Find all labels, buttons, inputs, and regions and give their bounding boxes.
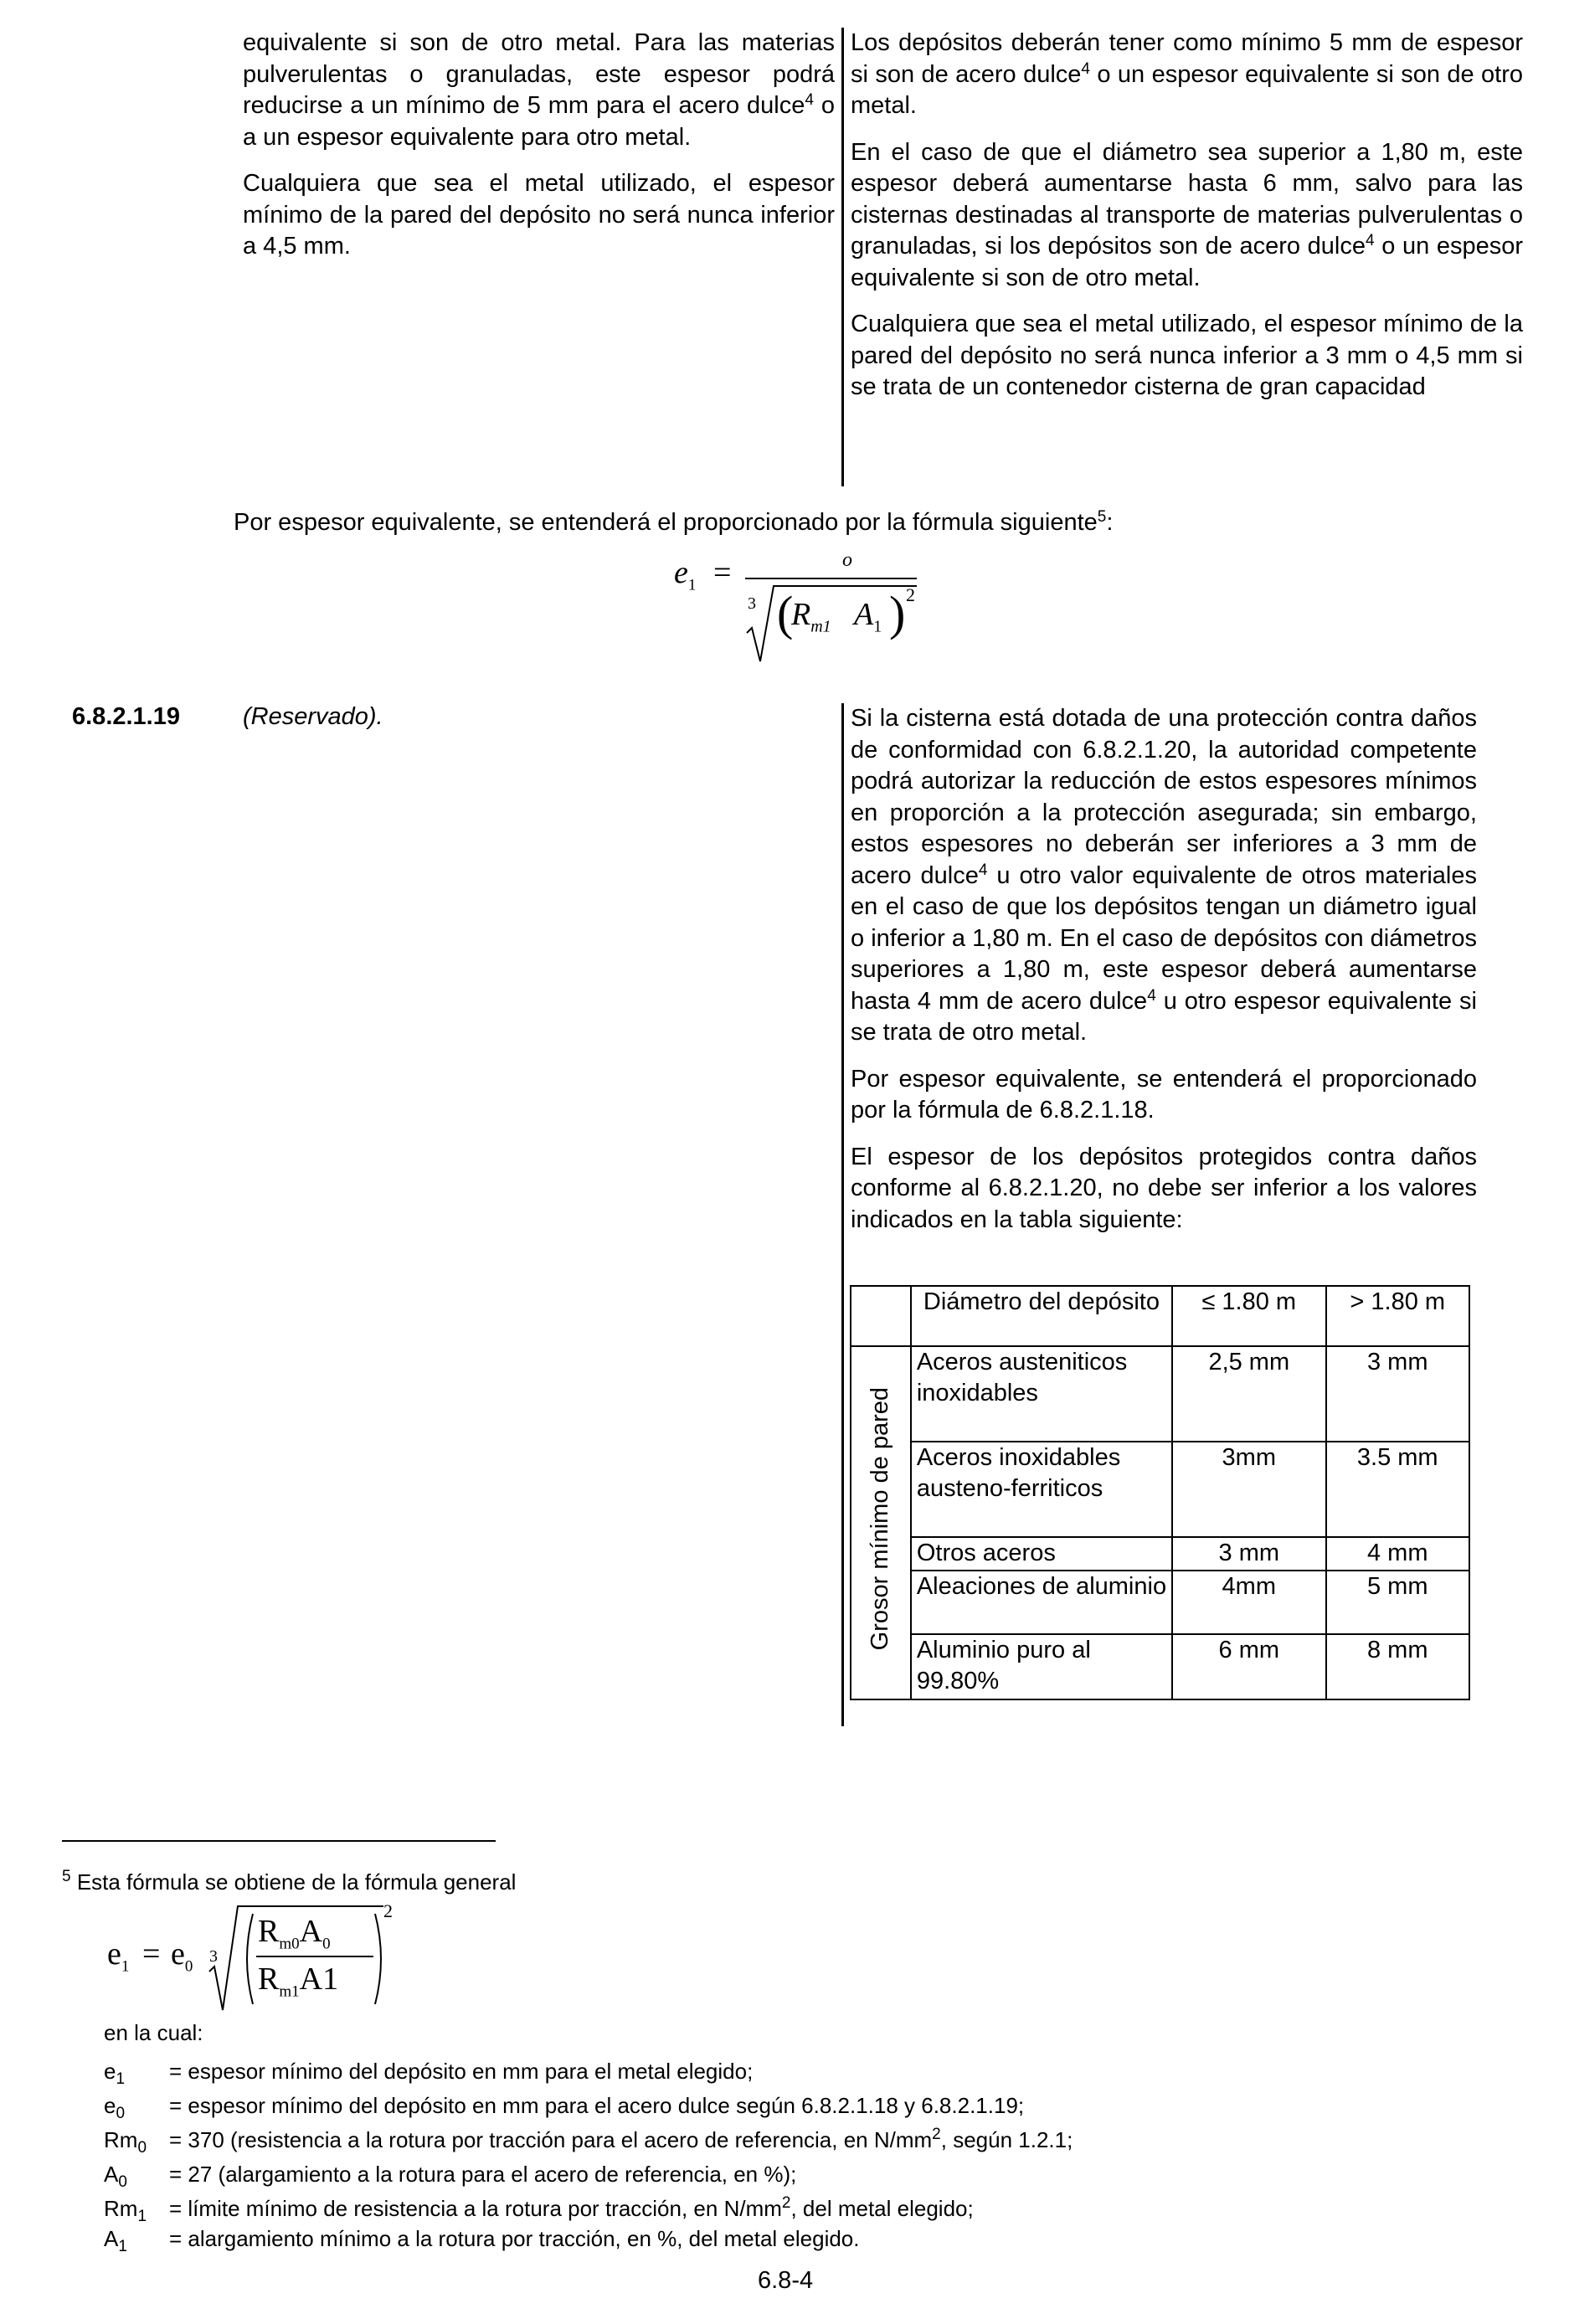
- definition-row: [104, 2126, 1360, 2161]
- table-cell-material: Aleaciones de aluminio: [911, 1571, 1172, 1634]
- formula-lhs: $e_1$: [107, 1936, 130, 1976]
- formula-power: 2: [906, 584, 915, 605]
- footnote-definitions: [104, 2058, 1360, 2255]
- definition-text: = alargamiento mínimo a la rotura por tracción, en %, del metal elegido.: [169, 2226, 860, 2251]
- table-cell-value: 3.5 mm: [1326, 1442, 1470, 1537]
- fraction-bar: [256, 1956, 373, 1957]
- table-cell-value: 3 mm: [1326, 1346, 1470, 1442]
- text: equivalente si son de otro metal. Para las materias pulverulentas o granuladas, este espesor podrá reducirse a un mínimo de 5 mm para el acero dulce: [243, 29, 835, 119]
- paragraph: [851, 137, 1523, 295]
- definition-text: = espesor mínimo del depósito en mm para el acero dulce según 6.8.2.1.18 y 6.8.2.1.19;: [169, 2093, 1025, 2118]
- footnote-marker: 5: [62, 1868, 71, 1885]
- text: :: [1106, 509, 1114, 536]
- definition-text: = límite mínimo de resistencia a la rotura por tracción, en $N/mm^2$, del metal elegido;: [169, 2194, 974, 2221]
- top-left-column: [243, 28, 835, 263]
- table-header-small: ≤ 1.80 m: [1172, 1286, 1325, 1346]
- formula-lhs: $e_1$: [674, 555, 697, 594]
- right-column-section: [851, 703, 1477, 1236]
- definition-row: [104, 2058, 1360, 2092]
- table-header-diameter: Diámetro del depósito: [911, 1286, 1172, 1346]
- definition-symbol: $Rm_1$: [104, 2196, 147, 2226]
- text: u otro valor equivalente de otros materiales en el caso de que los depósitos tengan un diámetro igual o inferior a 1,80 m. En el caso de depósitos con diámetros superiores a 1,80 m, este espesor deberá aumentarse hasta 4 mm de acero dulce: [851, 861, 1477, 1015]
- footnote-ref: 4: [978, 861, 988, 879]
- footnote-ref: 4: [1365, 232, 1375, 249]
- paragraph: Cualquiera que sea el metal utilizado, el espesor mínimo de la pared del depósito no será nunca inferior a 3 mm o 4,5 mm si se trata de un contenedor cisterna de gran capacidad: [851, 311, 1523, 400]
- text: o a un espesor equivalente para otro metal.: [243, 92, 836, 151]
- footnote-rule: [62, 1840, 496, 1842]
- definition-symbol: $Rm_0$: [104, 2127, 147, 2157]
- page-number: 6.8-4: [758, 2267, 814, 2294]
- table-cell-value: 3mm: [1172, 1442, 1325, 1537]
- column-separator: [841, 28, 844, 486]
- footnote-ref: 4: [1147, 986, 1156, 1005]
- table-cell-material: Aceros austeniticos inoxidables: [911, 1346, 1172, 1442]
- paragraph: Cualquiera que sea el metal utilizado, el espesor mínimo de la pared del depósito no será nunca inferior a 4,5 mm.: [243, 170, 835, 260]
- definition-symbol: $e_1$: [104, 2059, 126, 2089]
- text: En el caso de que el diámetro sea superior a 1,80 m, este espesor deberá aumentarse hasta 6 mm, salvo para las cisternas destinadas al transporte de materias pulverulentas o granuladas, si los depósitos son de acero dulce: [851, 138, 1523, 260]
- table-cell-material: Aluminio puro al 99.80%: [911, 1634, 1172, 1699]
- close-paren: ): [889, 586, 906, 640]
- formula-power: 2: [383, 1900, 393, 1921]
- footnote-ref: 4: [805, 91, 814, 109]
- table-cell-value: 3 mm: [1172, 1537, 1325, 1571]
- text: Por espesor equivalente, se entenderá el proporcionado por la fórmula siguiente: [234, 509, 1098, 536]
- formula-equals: =: [713, 555, 732, 590]
- table-cell-material: Otros aceros: [911, 1537, 1172, 1571]
- definition-symbol: $e_0$: [104, 2093, 126, 2123]
- text: o un espesor equivalente si son de otro metal.: [851, 233, 1523, 291]
- minimum-thickness-table: [850, 1285, 1470, 1700]
- definition-row: [104, 2161, 1360, 2195]
- table-rotated-label: Grosor mínimo de pared: [867, 1386, 894, 1651]
- formula-rm: $R_{m1}$: [791, 597, 831, 636]
- formula-a: $A_1$: [854, 597, 882, 636]
- paragraph: Por espesor equivalente, se entenderá el proporcionado por la fórmula de 6.8.2.1.18.: [851, 1065, 1477, 1123]
- column-separator: [841, 703, 844, 1726]
- top-right-column: [851, 28, 1523, 404]
- table-cell-value: 6 mm: [1172, 1634, 1325, 1699]
- text: Los depósitos deberán tener como mínimo 5 mm de espesor si son de acero dulce: [851, 29, 1523, 88]
- paragraph: [243, 28, 835, 153]
- section-reserved: (Reservado).: [243, 703, 383, 730]
- footnote-en-la-cual: en la cual:: [104, 2020, 203, 2045]
- formula-denominator: $R_{m1}A1$: [258, 1962, 339, 2001]
- table-corner: [851, 1286, 911, 1346]
- footnote-ref: 5: [1097, 508, 1107, 526]
- table-cell-value: 5 mm: [1326, 1571, 1470, 1634]
- paragraph: [851, 28, 1523, 122]
- definition-text: = 27 (alargamiento a la rotura para el acero de referencia, en %);: [169, 2162, 797, 2187]
- text: Si la cisterna está dotada de una protección contra daños de conformidad con 6.8.2.1.20, la autoridad competente podrá autorizar la reducción de estos espesores mínimos en proporción a la protección asegurada; sin embargo, estos espesores no deberán ser inferiores a 3 mm de acero dulce: [851, 705, 1477, 889]
- table-cell-value: 4mm: [1172, 1571, 1325, 1634]
- equivalent-thickness-formula: [670, 544, 921, 678]
- table-cell-value: 8 mm: [1326, 1634, 1470, 1699]
- table-cell-material: Aceros inoxidables austeno-ferriticos: [911, 1442, 1172, 1537]
- table-cell-value: 4 mm: [1326, 1537, 1470, 1571]
- text: o un espesor equivalente si son de otro metal.: [851, 60, 1523, 119]
- footnote-intro: [62, 1869, 516, 1895]
- root-index: 3: [748, 594, 756, 613]
- definition-text: = 370 (resistencia a la rotura por tracción para el acero de referencia, en $N/mm^2$, según 1.2.1;: [169, 2126, 1073, 2152]
- equivalent-sentence: [234, 507, 1113, 538]
- formula-numerator: o: [842, 549, 852, 571]
- open-paren: (: [777, 586, 794, 640]
- definition-row: [104, 2225, 1360, 2255]
- definition-row: [104, 2195, 1360, 2225]
- definition-symbol: $A_0$: [104, 2162, 127, 2192]
- formula-numerator: $R_{m0}A_0$: [258, 1914, 331, 1953]
- paragraph: [851, 703, 1477, 1049]
- footnote-ref: 4: [1081, 59, 1090, 78]
- table-cell-value: 2,5 mm: [1172, 1346, 1325, 1442]
- formula-equals: =: [142, 1936, 161, 1972]
- section-number: 6.8.2.1.19: [72, 703, 180, 730]
- text: u otro espesor equivalente si se trata de otro metal.: [851, 987, 1477, 1046]
- paragraph: El espesor de los depósitos protegidos contra daños conforme al 6.8.2.1.20, no debe ser inferior a los valores indicados en la tabla siguiente:: [851, 1143, 1477, 1233]
- table-rotated-label-cell: [851, 1346, 911, 1699]
- definition-text: = espesor mínimo del depósito en mm para el metal elegido;: [169, 2059, 754, 2084]
- text: Esta fórmula se obtiene de la fórmula general: [76, 1869, 517, 1895]
- general-formula: [107, 1900, 400, 2018]
- formula-e0: $e_0$: [171, 1936, 193, 1976]
- fraction-bar: [745, 578, 917, 579]
- definition-row: [104, 2092, 1360, 2126]
- table-header-large: > 1.80 m: [1326, 1286, 1470, 1346]
- definition-symbol: $A_1$: [104, 2226, 127, 2256]
- root-index: 3: [209, 1947, 218, 1966]
